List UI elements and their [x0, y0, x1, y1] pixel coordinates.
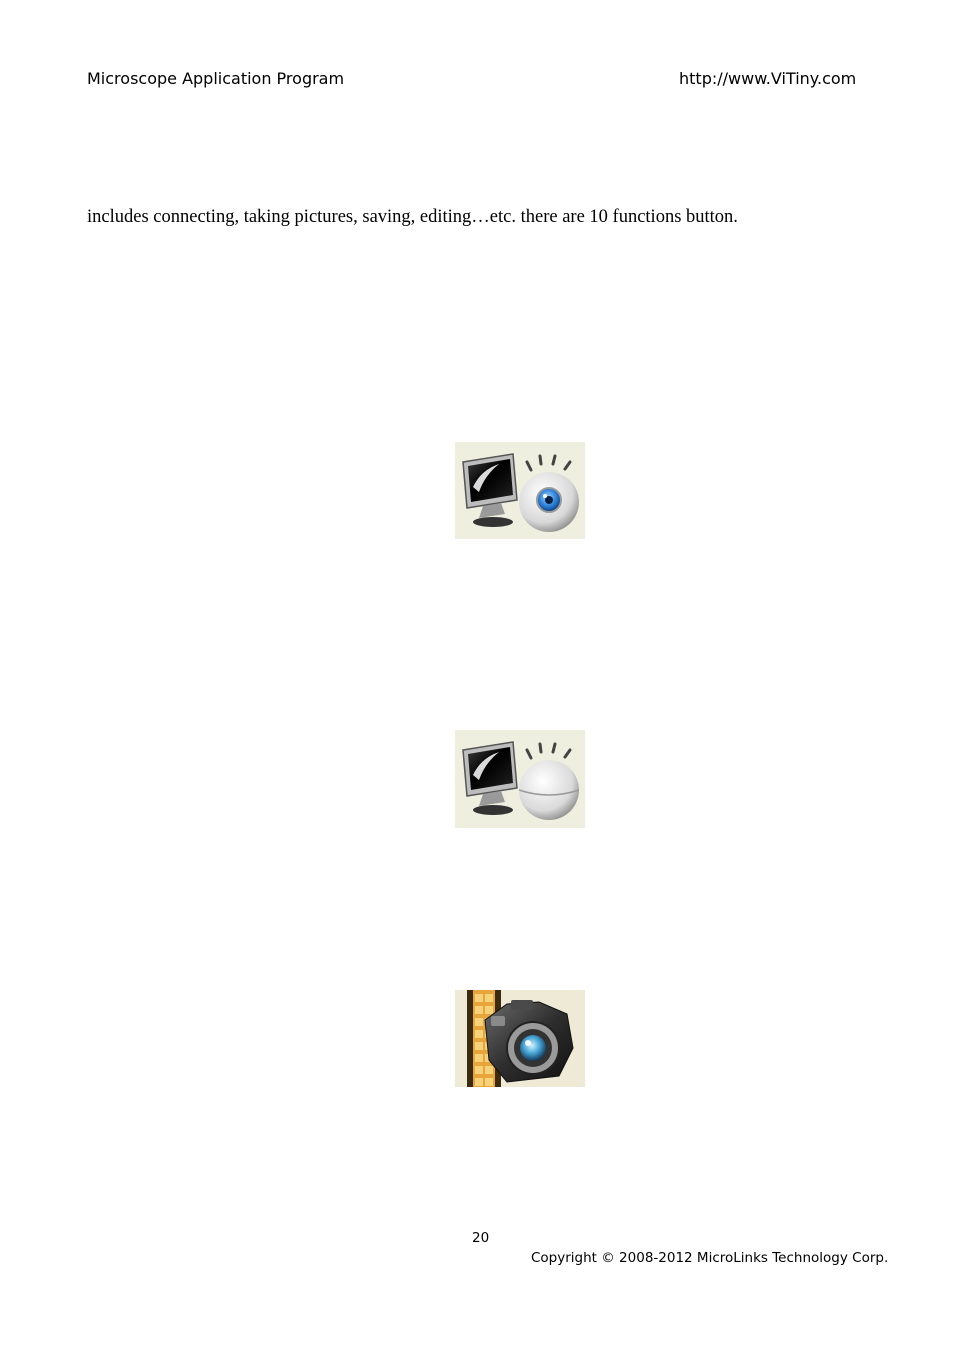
- monitor-webcam-connected-icon: [455, 442, 585, 539]
- film-camera-capture-icon: [455, 990, 585, 1087]
- header-title: Microscope Application Program: [87, 69, 345, 88]
- page-number: 20: [472, 1230, 490, 1246]
- body-paragraph: includes connecting, taking pictures, saving, editing…etc. there are 10 functions button.: [87, 207, 738, 227]
- monitor-webcam-disconnected-icon: [455, 730, 585, 828]
- header-url: http://www.ViTiny.com: [679, 69, 857, 88]
- copyright-notice: Copyright © 2008-2012 MicroLinks Technology Corp.: [531, 1250, 889, 1266]
